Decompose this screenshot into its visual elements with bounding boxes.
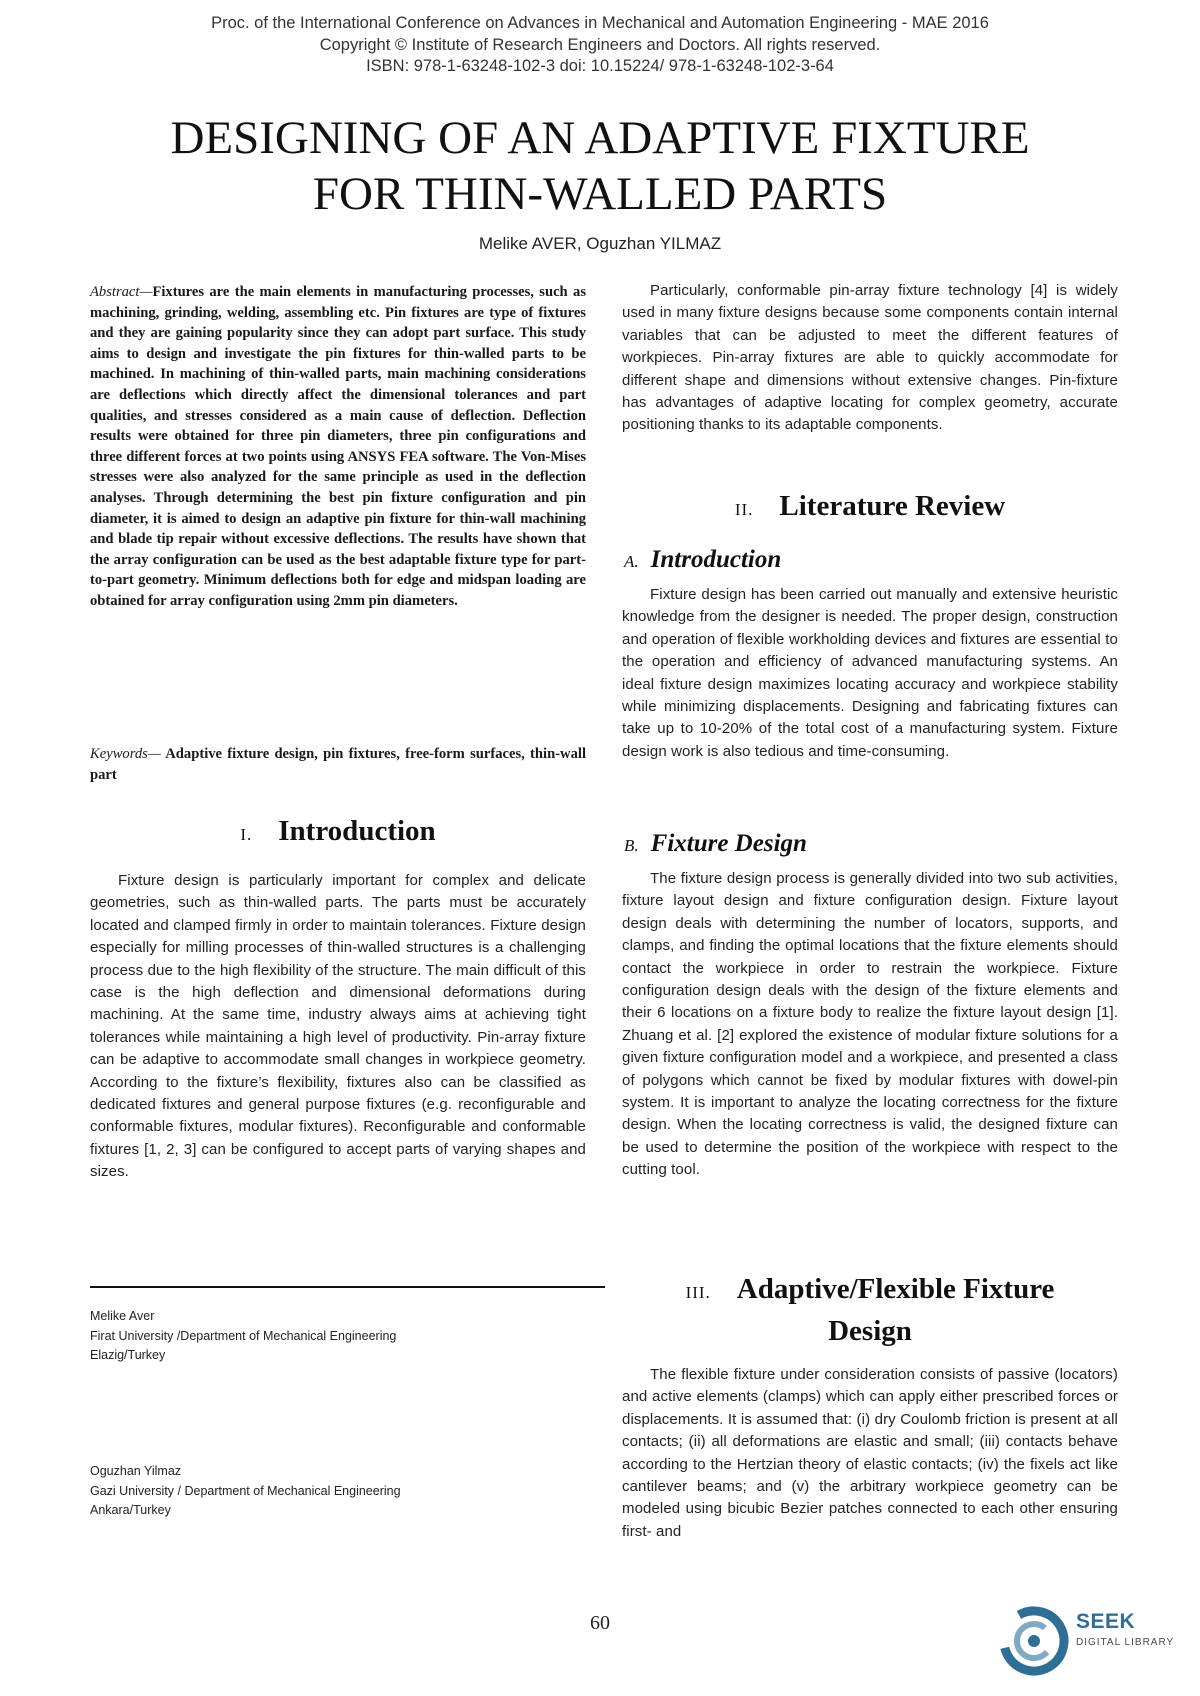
section-title-line-1: Adaptive/Flexible Fixture: [736, 1273, 1055, 1305]
seek-logo-icon: [1000, 1606, 1070, 1676]
subsection-number: A.: [624, 552, 639, 571]
subsection-2a-paragraph: Fixture design has been carried out manually and extensive heuristic knowledge from the designer is needed. The proper design, construction and operation of flexible workholding devices and fixtures are essential to the operation and efficiency of advanced manufacturing systems. An ideal fixture design maximizes locating accuracy and workpiece stability while minimizing displacements. Designing and fabricating fixtures can take up to 10-20% of the total cost of a manufacturing system. Fixture design work is also tedious and time-consuming.: [622, 586, 1118, 760]
keywords-text: Adaptive fixture design, pin fixtures, free-form surfaces, thin-wall part: [90, 746, 586, 783]
subsection-title: Introduction: [650, 546, 782, 573]
section-heading-introduction: [90, 812, 586, 854]
footnote-author-2: [90, 1462, 401, 1521]
footnote-author-dept: Gazi University / Department of Mechanical Engineering: [90, 1483, 401, 1498]
abstract-label: Abstract—: [90, 284, 153, 300]
seek-digital-library-logo: [1000, 1606, 1190, 1676]
subsection-heading-introduction: [622, 544, 1118, 578]
footnote-author-dept: Firat University /Department of Mechanical Engineering: [90, 1328, 397, 1343]
isbn-doi-line: ISBN: 978-1-63248-102-3 doi: 10.15224/ 978-1-63248-102-3-64: [366, 57, 834, 75]
section-number: III.: [685, 1283, 711, 1302]
copyright-line: Copyright © Institute of Research Engineers and Doctors. All rights reserved.: [319, 36, 881, 54]
paper-title-line-1: DESIGNING OF AN ADAPTIVE FIXTURE: [170, 112, 1030, 164]
keywords: [90, 744, 586, 785]
conference-header-line: Proc. of the International Conference on Advances in Mechanical and Automation Engineering - MAE 2016: [211, 14, 989, 32]
section-1: [90, 812, 586, 1184]
subsection-number: B.: [624, 836, 639, 855]
author-list: Melike AVER, Oguzhan YILMAZ: [478, 234, 722, 253]
footnote-author-name: Oguzhan Yilmaz: [90, 1464, 182, 1478]
section-number: II.: [734, 500, 754, 519]
abstract: [90, 282, 586, 612]
right-intro-paragraph: Particularly, conformable pin-array fixture technology [4] is widely used in many fixture designs because some components contain internal variables that can be adjusted to meet the different features of workpieces. Pin-array fixtures are able to quickly accommodate for different shape and dimensions without extensive changes. Pin-fixture has advantages of adaptive locating for complex geometry, accurate positioning thanks to its adaptable components.: [622, 282, 1118, 434]
subsection-2b: [622, 828, 1118, 1182]
section-number: I.: [240, 825, 253, 844]
abstract-text: Fixtures are the main elements in manufacturing processes, such as machining, grinding, welding, assembling etc. Pin fixtures are type of fixtures and they are gaining popularity since they can adopt part surface. This study aims to design and investigate the pin fixtures for thin-walled parts to be machined. In machining of thin-walled parts, main machining considerations are deflections which directly affect the dimensional tolerances and part qualities, and stresses considered as a main cause of deflection. Deflection results were obtained for three pin diameters, three pin configurations and three different forces at two points using ANSYS FEA software. The Von-Mises stresses were also analyzed for the same principle as used in the deflection analyses. Through determining the best pin fixture configuration and pin diameter, it is aimed to design an adaptive pin fixture for thin-wall machining and blade tip repair without excessive deflections. The results have shown that the array configuration can be used as the best adaptable fixture type for part-to-part geometry. Minimum deflections both for edge and midspan loading are obtained for array configuration using 2mm pin diameters.: [90, 284, 586, 609]
paper-title-line-2: FOR THIN-WALLED PARTS: [312, 168, 888, 220]
page-number: 60: [590, 1612, 610, 1634]
keywords-label: Keywords—: [90, 746, 161, 762]
section-3-paragraph: The flexible fixture under consideration consists of passive (locators) and active elements (clamps) which can apply either prescribed forces or displacements. It is assumed that: (i) dry Coulomb friction is present at all contacts; (ii) all deformations are elastic and small; (iii) contacts behave according to the Hertzian theory of elastic contacts; (iv) the fixels act like cantilever beams; and (v) the arbitrary workpiece geometry can be modeled using bicubic Bezier patches connected to each other ensuring first- and: [622, 1366, 1118, 1540]
section-heading-line-2: Design: [828, 1315, 912, 1347]
footnote-author-name: Melike Aver: [90, 1309, 155, 1323]
section-2: [622, 487, 1118, 529]
section-1-paragraph: Fixture design is particularly important for complex and delicate geometries, such as thin-walled parts. The parts must be accurately located and clamped firmly in order to maintain tolerances. Fixture design especially for milling processes of thin-walled structures is a challenging process due to the high flexibility of the structure. The main difficult of this case is the high deflection and dimensional deformations during machining. At the same time, industry always aims at achieving tight tolerances while maintaining a high level of productivity. Pin-array fixture can be adaptive to accommodate small changes in workpiece geometry. According to the fixture’s flexibility, fixtures also can be classified as dedicated fixtures and general purpose fixtures (e.g. reconfigurable and conformable fixtures, modular fixtures). Reconfigurable and conformable fixtures [1, 2, 3] can be configured to accept parts of varying shapes and sizes.: [90, 872, 586, 1181]
logo-name: SEEK: [1076, 1610, 1136, 1633]
footnote-author-location: Elazig/Turkey: [90, 1348, 166, 1362]
section-heading-adaptive-fixture-design: [622, 1270, 1118, 1312]
subsection-title: Fixture Design: [650, 830, 807, 857]
left-column: [90, 282, 586, 612]
footnote-author-1: [90, 1307, 396, 1366]
subsection-heading-fixture-design: [622, 828, 1118, 862]
section-title: Literature Review: [779, 490, 1006, 522]
subsection-2b-paragraph: The fixture design process is generally divided into two sub activities, fixture layout design and fixture configuration design. Fixture layout design deals with determining the number of locators, supports, and clamps, and finding the optimal locations that the fixture elements should contact the workpiece in order to restrain the workpiece. Fixture configuration design deals with the design of the fixture elements and their 6 locations on a fixture body to realize the fixture layout design [1]. Zhuang et al. [2] explored the existence of modular fixture solutions for a given fixture configuration model and a workpiece, and presented a class of polygons which cannot be fixed by modular fixtures with dowel-pin system. It is important to analyze the locating correctness for the fixture design. When the locating correctness is valid, the designed fixture can be used to determine the position of the workpiece with respect to the cutting tool.: [622, 870, 1118, 1179]
section-heading-literature-review: [622, 487, 1118, 529]
right-column-intro: [622, 280, 1118, 437]
keywords-block: [90, 744, 586, 785]
logo-tagline: DIGITAL LIBRARY: [1076, 1637, 1175, 1648]
subsection-2a: [622, 544, 1118, 763]
footnote-author-location: Ankara/Turkey: [90, 1503, 171, 1517]
section-3: [622, 1270, 1118, 1543]
footnote-divider: [90, 1286, 605, 1288]
section-title: Introduction: [278, 815, 436, 847]
